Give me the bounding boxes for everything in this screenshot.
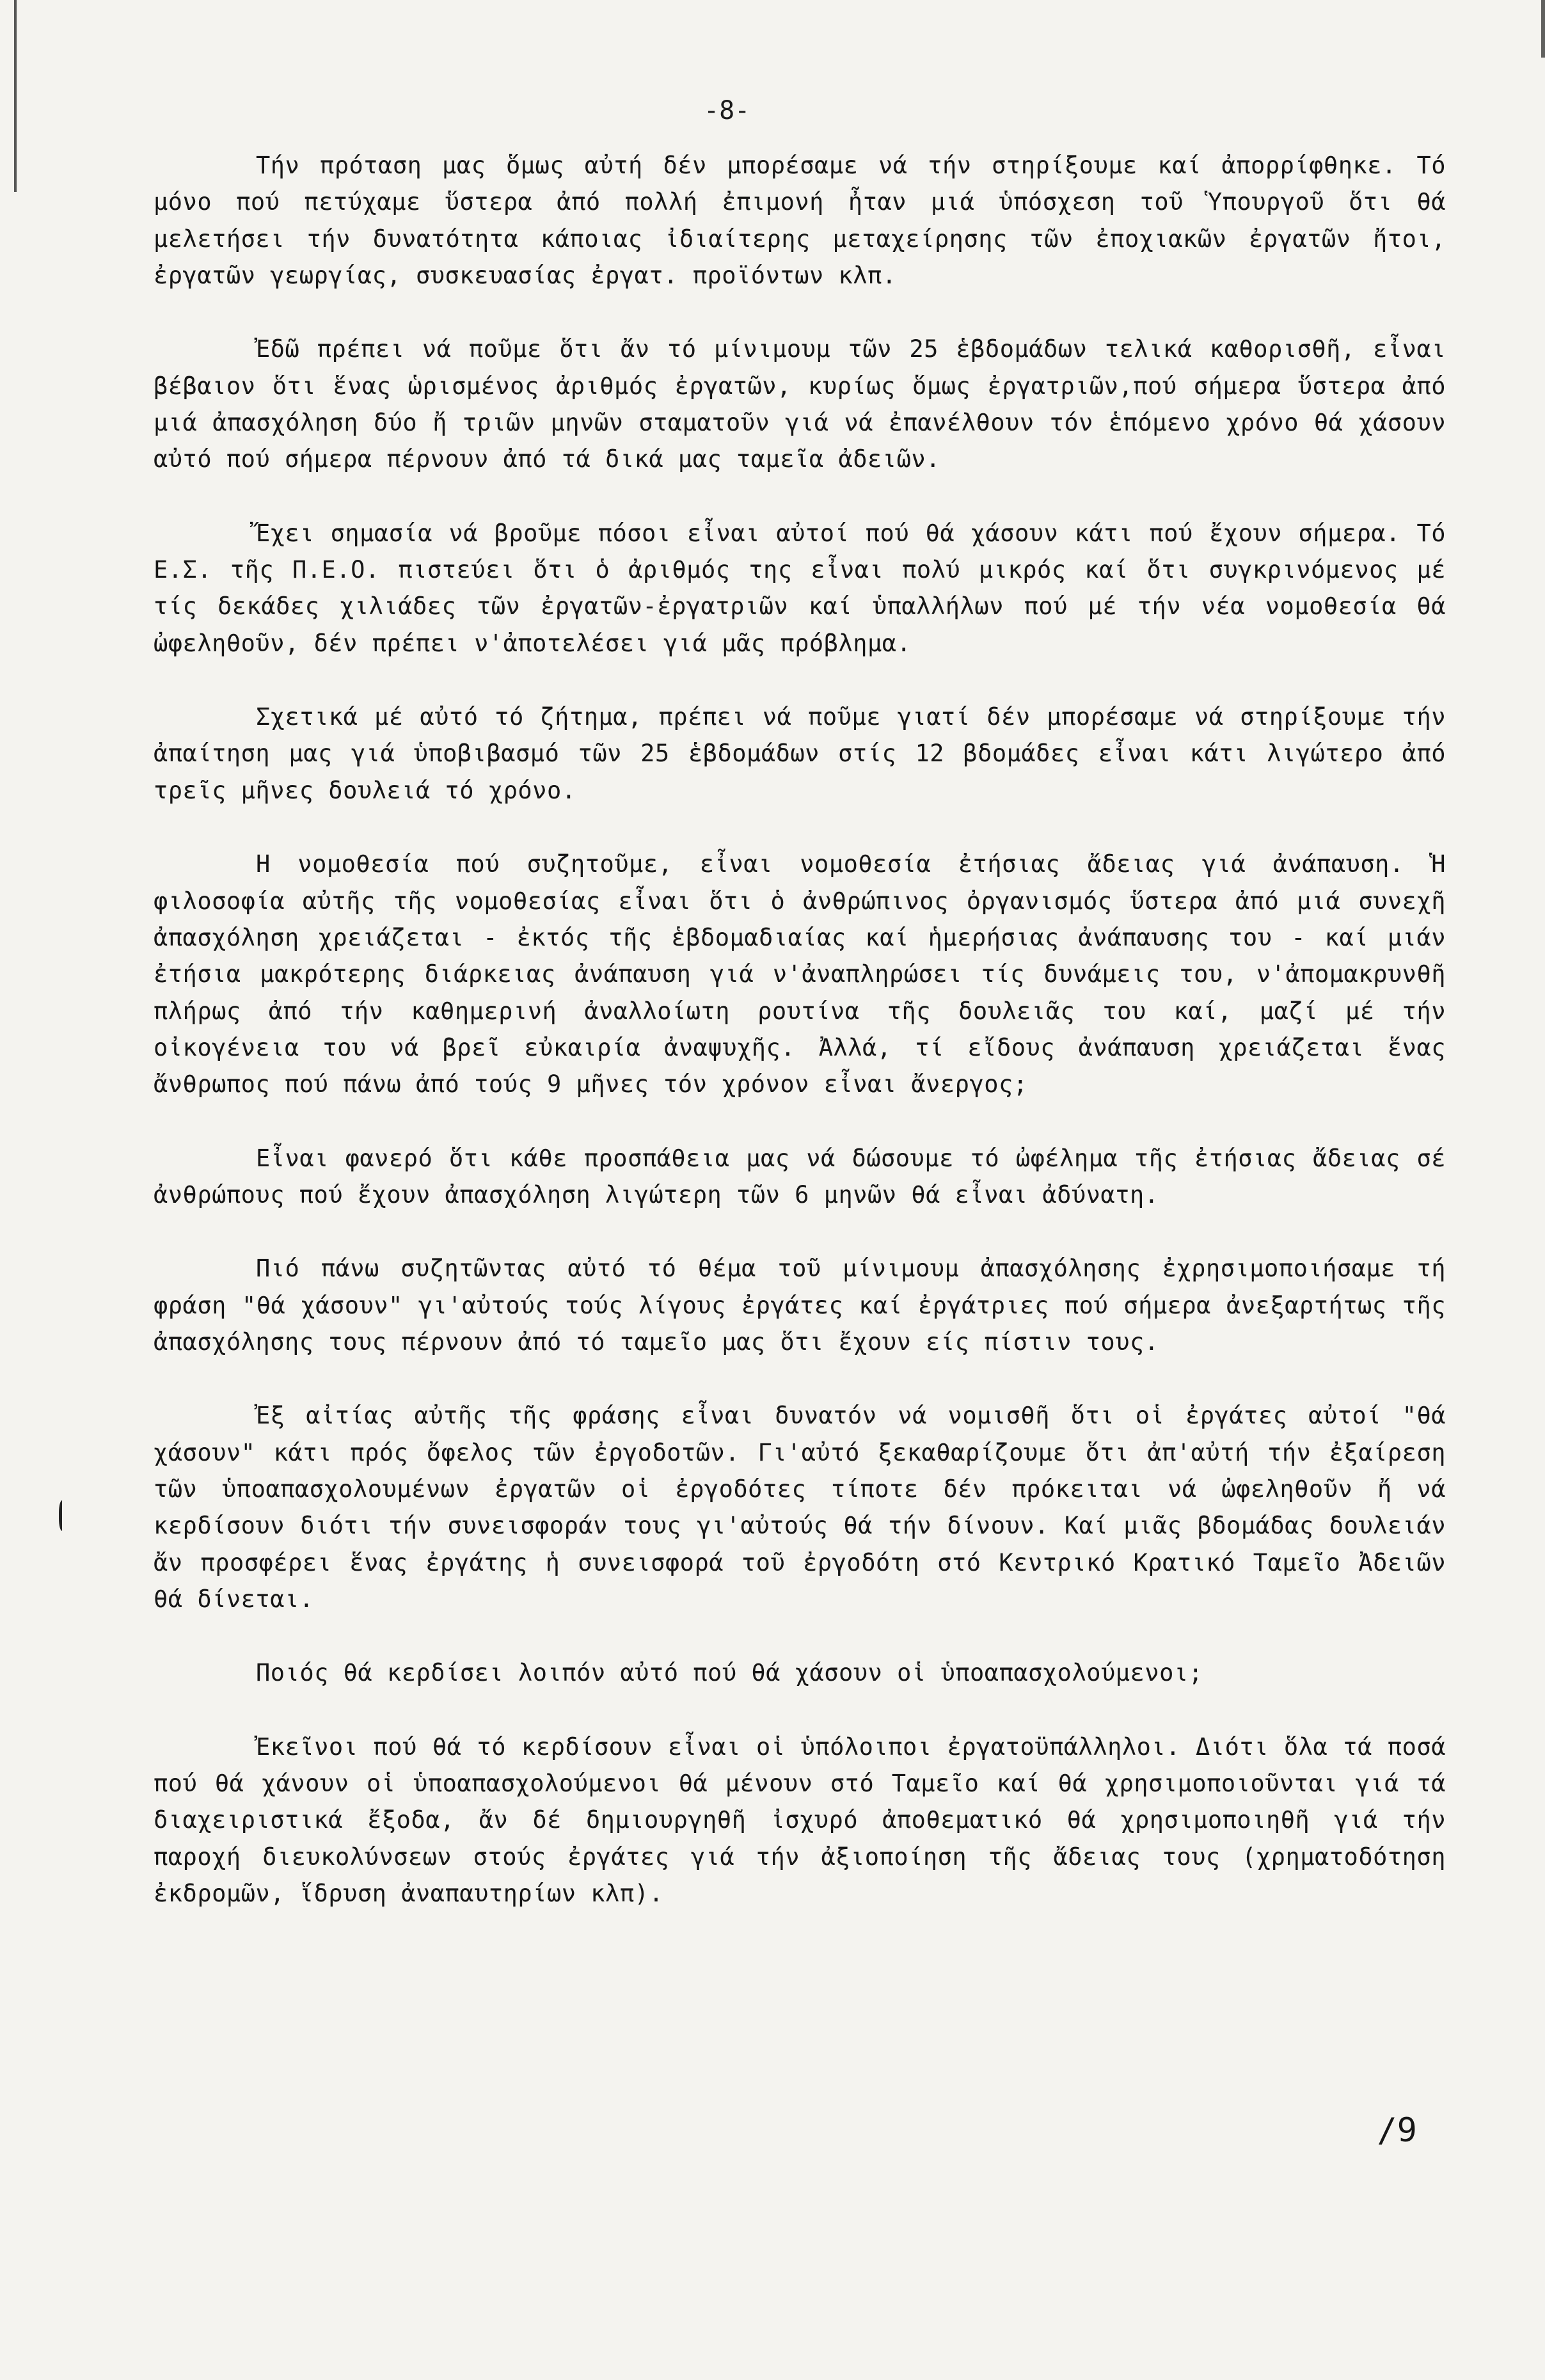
continuation-mark: /9: [1377, 2111, 1417, 2150]
paragraph-3: Ἔχει σημασία νά βροῦμε πόσοι εἶναι αὐτοί πού θά χάσουν κάτι πού ἔχουν σήμερα. Τό Ε.Σ. τῆς Π.Ε.Ο. πιστεύει ὅτι ὁ ἀριθμός της εἶναι πολύ μικρός καί ὅτι συγκρινόμενος μέ τίς δεκάδες χιλιάδες τῶν ἐργατῶν-ἐργατριῶν καί ὑπαλλήλων πού μέ τήν νέα νομοθεσία θά ὠφεληθοῦν, δέν πρέπει ν'ἀποτελέσει γιά μᾶς πρόβλημα.: [154, 519, 1446, 657]
paragraph-7: Πιό πάνω συζητῶντας αὐτό τό θέμα τοῦ μίνιμουμ ἀπασχόλησης ἐχρησιμοποιήσαμε τή φράση "θά χάσουν" γι'αὐτούς τούς λίγους ἐργάτες καί ἐργάτριες πού σήμερα ἀνεξαρτήτως τῆς ἀπασχόλησης τους πέρνουν ἀπό τό ταμεῖο μας ὅτι ἔχουν είς πίστιν τους.: [154, 1255, 1446, 1356]
page-number: -8-: [704, 96, 750, 125]
paragraph-10: Ἐκεῖνοι πού θά τό κερδίσουν εἶναι οἱ ὑπόλοιποι ἐργατοϋπάλληλοι. Διότι ὅλα τά ποσά πού θά χάνουν οἱ ὑποαπασχολούμενοι θά μένουν στό Ταμεῖο καί θά χρησιμοποιοῦνται γιά τά διαχειριστικά ἔξοδα, ἄν δέ δημιουργηθῆ ἰσχυρό ἀποθεματικό θά χρησιμοποιηθῆ γιά τήν παροχή διευκολύνσεων στούς ἐργάτες γιά τήν ἀξιοποίηση τῆς ἄδειας τους (χρηματοδότηση ἐκδρομῶν, ἵδρυση ἀναπαυτηρίων κλπ).: [154, 1733, 1446, 1908]
paragraph-2: Ἐδῶ πρέπει νά ποῦμε ὅτι ἄν τό μίνιμουμ τῶν 25 ἑβδομάδων τελικά καθορισθῆ, εἶναι βέβαιον ὅτι ἕνας ὡρισμένος ἀριθμός ἐργατῶν, κυρίως ὅμως ἐργατριῶν,πού σήμερα ὕστερα ἀπό μιά ἀπασχόληση δύο ἤ τριῶν μηνῶν σταματοῦν γιά νά ἐπανέλθουν τόν ἑπόμενο χρόνο θά χάσουν αὐτό πού σήμερα πέρνουν ἀπό τά δικά μας ταμεῖα ἀδειῶν.: [154, 335, 1446, 473]
paragraph-1: Τήν πρόταση μας ὅμως αὐτή δέν μπορέσαμε νά τήν στηρίξουμε καί ἀπορρίφθηκε. Τό μόνο πού πετύχαμε ὕστερα ἀπό πολλή ἐπιμονή ἦταν μιά ὑπόσχεση τοῦ Ὑπουργοῦ ὅτι θά μελετήσει τήν δυνατότητα κάποιας ἰδιαίτερης μεταχείρησης τῶν ἐποχιακῶν ἐργατῶν ἤτοι, ἐργατῶν γεωργίας, συσκευασίας ἐργατ. προϊόντων κλπ.: [154, 152, 1446, 290]
document-body: [154, 147, 1446, 1949]
paragraph-8: Ἐξ αἰτίας αὐτῆς τῆς φράσης εἶναι δυνατόν νά νομισθῆ ὅτι οἱ ἐργάτες αὐτοί "θά χάσουν" κάτι πρός ὄφελος τῶν ἐργοδοτῶν. Γι'αὐτό ξεκαθαρίζουμε ὅτι ἀπ'αὐτή τήν ἐξαίρεση τῶν ὑποαπασχολουμένων ἐργατῶν οἱ ἐργοδότες τίποτε δέν πρόκειται νά ὠφεληθοῦν ἤ νά κερδίσουν διότι τήν συνεισφοράν τους γι'αὐτούς θά τήν δίνουν. Καί μιᾶς βδομάδας δουλειάν ἄν προσφέρει ἕνας ἐργάτης ἡ συνεισφορά τοῦ ἐργοδότη στό Κεντρικό Κρατικό Ταμεῖο Ἀδειῶν θά δίνεται.: [154, 1402, 1446, 1613]
paragraph-5: Η νομοθεσία πού συζητοῦμε, εἶναι νομοθεσία ἐτήσιας ἄδειας γιά ἀνάπαυση. Ἡ φιλοσοφία αὐτῆς τῆς νομοθεσίας εἶναι ὅτι ὁ ἀνθρώπινος ὀργανισμός ὕστερα ἀπό μιά συνεχῆ ἀπασχόληση χρειάζεται - ἐκτός τῆς ἑβδομαδιαίας καί ἡμερήσιας ἀνάπαυσης του - καί μιάν ἐτήσια μακρότερης διάρκειας ἀνάπαυση γιά ν'ἀναπληρώσει τίς δυνάμεις του, ν'ἀπομακρυνθῆ πλήρως ἀπό τήν καθημερινή ἀναλλοίωτη ρουτίνα τῆς δουλειᾶς του καί, μαζί μέ τήν οἰκογένεια του νά βρεῖ εὐκαιρία ἀναψυχῆς. Ἀλλά, τί εἴδους ἀνάπαυση χρειάζεται ἕνας ἄνθρωπος πού πάνω ἀπό τούς 9 μῆνες τόν χρόνον εἶναι ἄνεργος;: [154, 850, 1446, 1099]
scan-edge-mark-right: [1541, 0, 1545, 58]
paragraph-9: Ποιός θά κερδίσει λοιπόν αὐτό πού θά χάσουν οἱ ὑποαπασχολούμενοι;: [256, 1659, 1203, 1687]
margin-bracket-mark: [59, 1500, 67, 1531]
paragraph-6: Εἶναι φανερό ὅτι κάθε προσπάθεια μας νά δώσουμε τό ὠφέλημα τῆς ἐτήσιας ἄδειας σέ ἀνθρώπους πού ἔχουν ἀπασχόληση λιγώτερη τῶν 6 μηνῶν θά εἶναι ἀδύνατη.: [154, 1144, 1446, 1209]
scan-edge-mark: [0, 0, 17, 192]
paragraph-4: Σχετικά μέ αὐτό τό ζήτημα, πρέπει νά ποῦμε γιατί δέν μπορέσαμε νά στηρίξουμε τήν ἀπαίτηση μας γιά ὑποβιβασμό τῶν 25 ἑβδομάδων στίς 12 βδομάδες εἶναι κάτι λιγώτερο ἀπό τρεῖς μῆνες δουλειά τό χρόνο.: [154, 703, 1446, 804]
